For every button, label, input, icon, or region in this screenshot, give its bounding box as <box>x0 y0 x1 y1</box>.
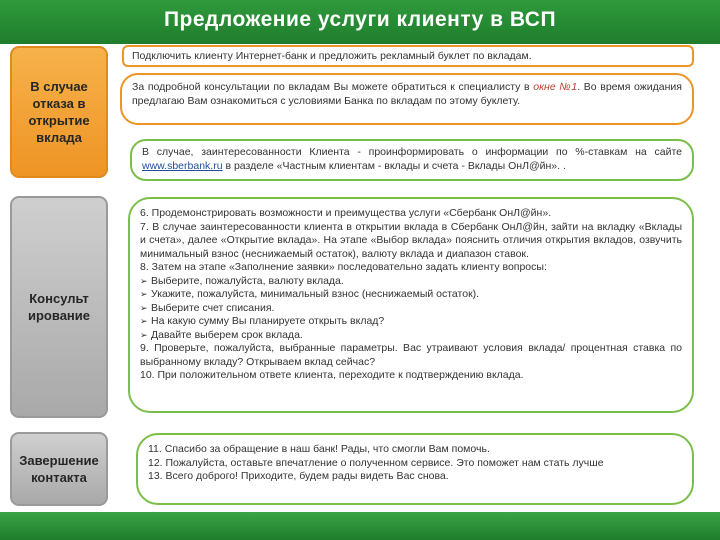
closing-line-11: 11. Спасибо за обращение в наш банк! Рады, что смогли Вам помочь. <box>148 443 490 455</box>
question-text: Выберите счет списания. <box>151 301 275 314</box>
page-title: Предложение услуги клиенту в ВСП <box>163 8 557 31</box>
consulting-box <box>128 197 694 413</box>
question-text: Давайте выберем срок вклада. <box>151 328 303 341</box>
header-bar <box>0 0 720 44</box>
arrow-bullet-icon: ➢ <box>140 302 148 313</box>
refusal-label <box>10 46 108 178</box>
sberbank-link[interactable]: www.sberbank.ru <box>142 159 223 172</box>
step-10: 10. При положительном ответе клиента, переходите к подтверждению вклада. <box>140 369 524 381</box>
offer-box <box>122 45 694 67</box>
consult-referral-text: За подробной консультации по вкладам Вы можете обратиться к специалисту в <box>132 81 530 93</box>
question-item <box>140 288 682 302</box>
arrow-bullet-icon: ➢ <box>140 275 148 286</box>
closing-label-text: Завершение контакта <box>19 453 99 485</box>
consult-referral-box <box>120 73 694 125</box>
step-7: 7. В случае заинтересованности клиента в открытии вклада в Сбербанк ОнЛ@йн, зайти на вкладку «Вклады и счета», далее «Открытие вклада». На этапе «Выбор вклада» пояснить отличия открытия вкладов, озвучить минимальный взнос (неснижаемый остаток), валюту вклада и диапазон ставок. <box>140 220 682 260</box>
question-text: Выберите, пожалуйста, валюту вклада. <box>151 274 344 287</box>
footer-bar <box>0 512 720 540</box>
arrow-bullet-icon: ➢ <box>140 329 148 340</box>
question-item <box>140 329 682 343</box>
question-text: На какую сумму Вы планируете открыть вклад? <box>151 315 385 327</box>
step-9: 9. Проверьте, пожалуйста, выбранные параметры. Вас утраивают условия вклада/ процентная ставка по выбранному вкладу? Открываем вклад сейчас? <box>140 342 682 368</box>
closing-box <box>136 433 694 505</box>
step-6: 6. Продемонстрировать возможности и преимущества услуги «Сбербанк ОнЛ@йн». <box>140 207 552 219</box>
interest-text: В случае, заинтересованности Клиента - проинформировать о информации по %-ставкам на сайте <box>142 146 682 158</box>
closing-line-12: 12. Пожалуйста, оставьте впечатление о полученном сервисе. Это поможет нам стать лучше <box>148 456 604 469</box>
closing-line-13: 13. Всего доброго! Приходите, будем рады видеть Вас снова. <box>148 470 449 482</box>
step-8: 8. Затем на этапе «Заполнение заявки» последовательно задать клиенту вопросы: <box>140 261 547 273</box>
question-text: Укажите, пожалуйста, минимальный взнос (неснижаемый остаток). <box>151 288 480 300</box>
consulting-label <box>10 196 108 418</box>
question-item <box>140 315 682 329</box>
offer-text: Подключить клиенту Интернет-банк и предложить рекламный буклет по вкладам. <box>132 50 532 62</box>
refusal-label-text: В случае отказа в открытие вклада <box>28 79 90 145</box>
consult-referral-rest: . Во время ожидания предлагаю Вам ознакомиться с условиями Банка по вкладам по этому буклету. <box>132 81 682 107</box>
question-item <box>140 302 682 316</box>
consulting-label-text: Консульт ирование <box>28 291 90 323</box>
window-number: окне №1 <box>533 81 578 93</box>
arrow-bullet-icon: ➢ <box>140 316 148 326</box>
arrow-bullet-icon: ➢ <box>140 289 148 299</box>
question-item <box>140 275 682 289</box>
interest-text-rest: в разделе «Частным клиентам - вклады и счета - Вклады ОнЛ@йн». . <box>225 159 566 172</box>
interest-box <box>130 139 694 181</box>
closing-label <box>10 432 108 506</box>
